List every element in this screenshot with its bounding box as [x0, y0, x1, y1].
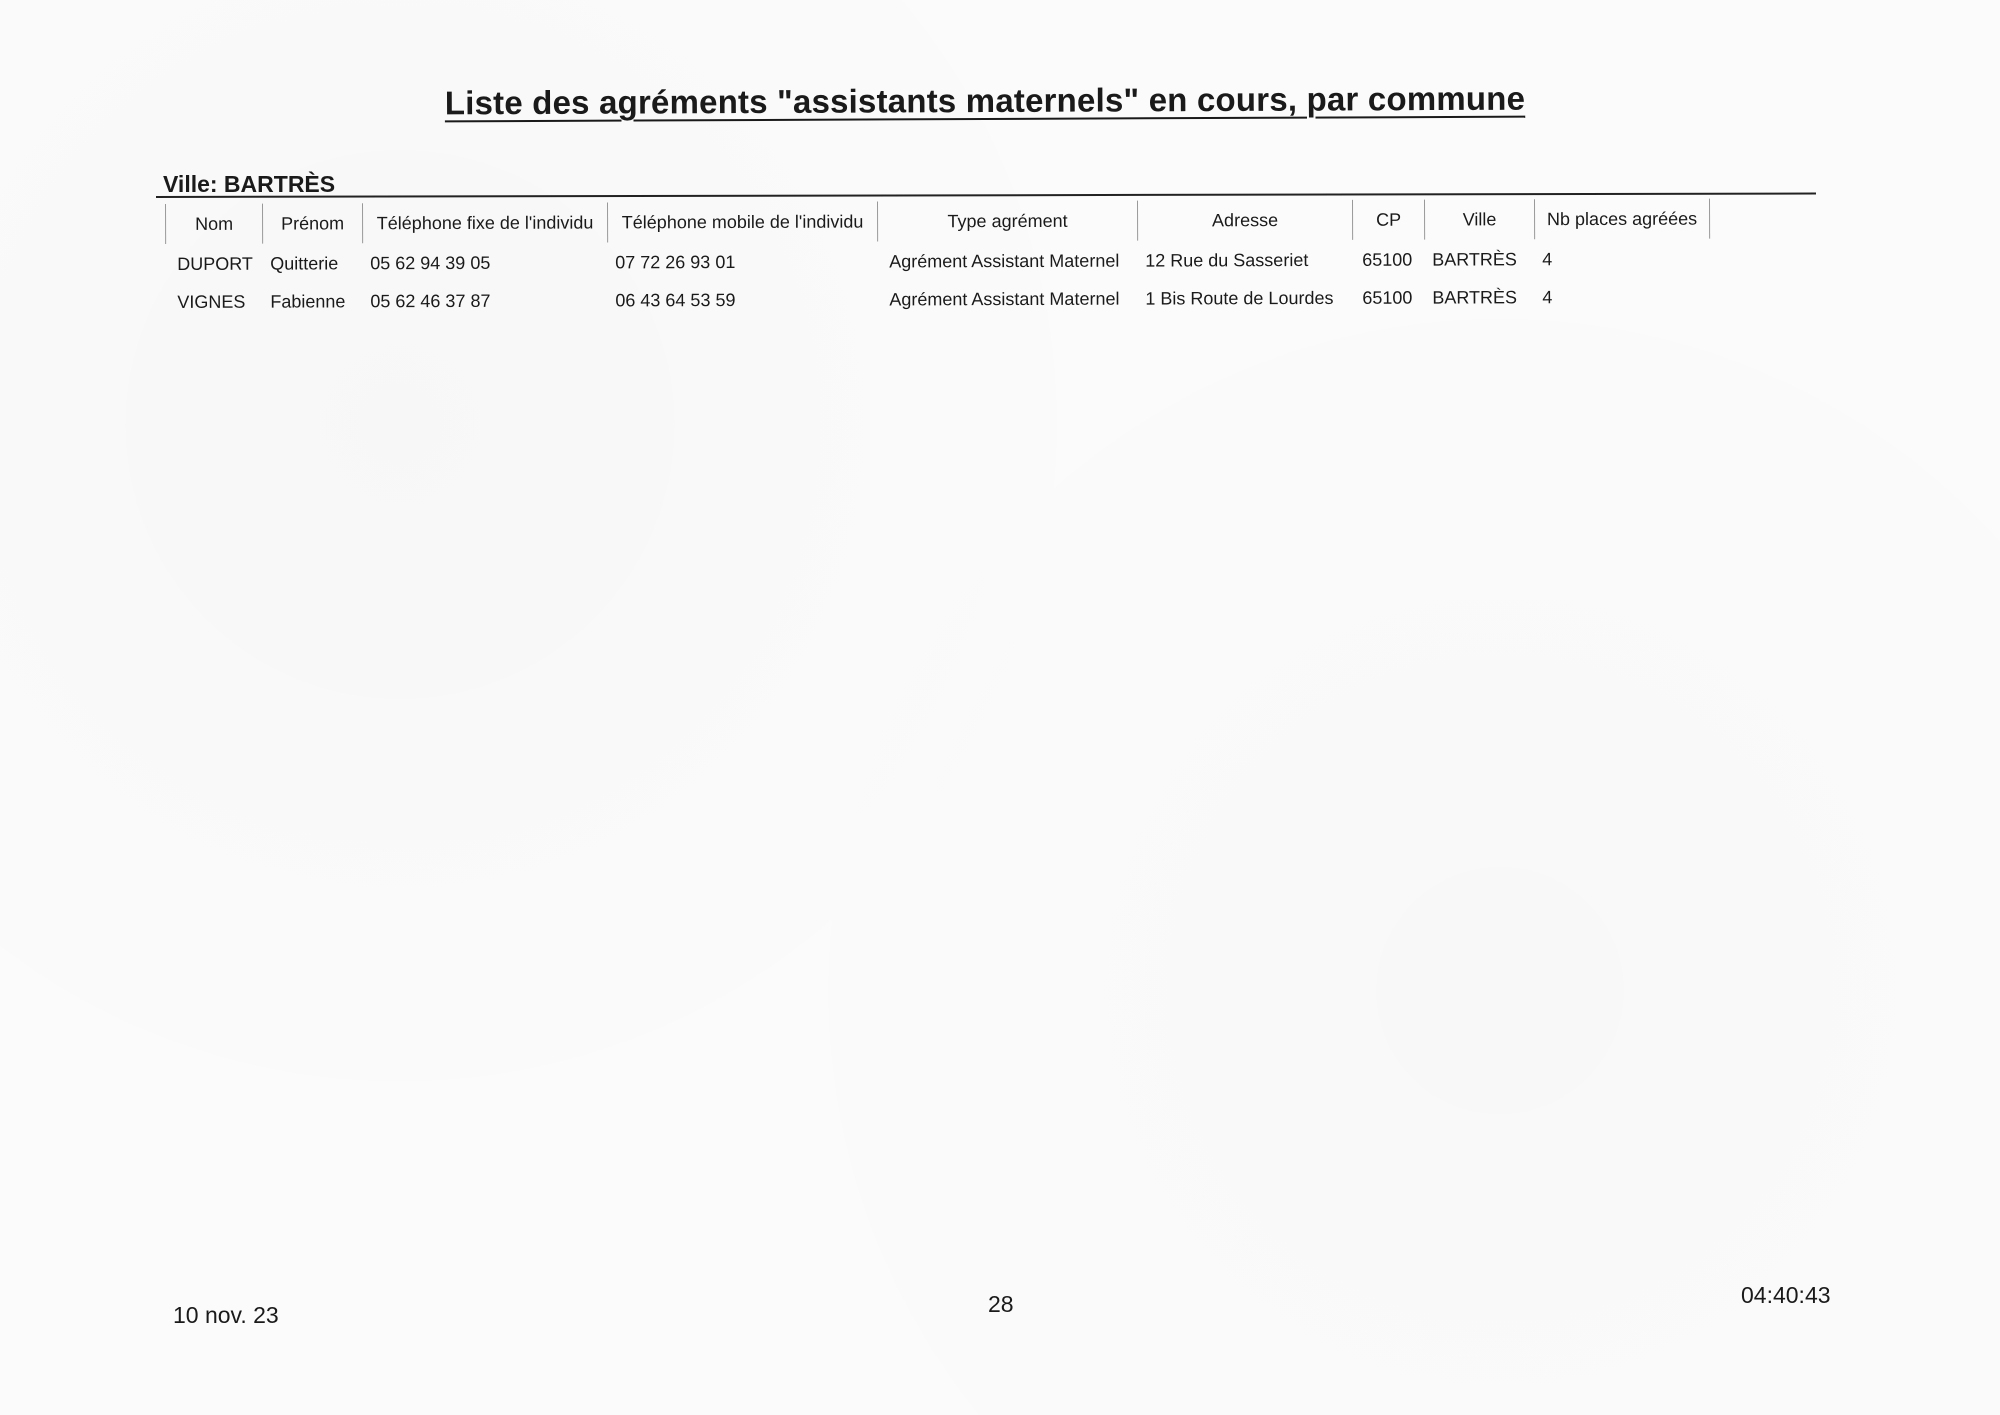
cell-nb-places: 4 — [1542, 286, 1553, 307]
cell-telephone-fixe: 05 62 94 39 05 — [370, 252, 491, 273]
cell-telephone-mobile: 06 43 64 53 59 — [615, 289, 736, 310]
column-header-type-agrement: Type agrément — [877, 201, 1137, 242]
column-header-ville: Ville — [1424, 199, 1534, 239]
column-header-prenom: Prénom — [262, 203, 362, 243]
column-header-telephone-fixe: Téléphone fixe de l'individu — [362, 202, 607, 243]
table-row — [165, 278, 1710, 321]
cell-ville: BARTRÈS — [1432, 286, 1518, 308]
cell-type-agrement: Agrément Assistant Maternel — [889, 250, 1120, 271]
footer-time: 04:40:43 — [1741, 1282, 1831, 1308]
cell-type-agrement: Agrément Assistant Maternel — [889, 288, 1120, 309]
cell-nb-places: 4 — [1542, 248, 1553, 269]
cell-prenom: Fabienne — [270, 290, 346, 312]
cell-telephone-mobile: 07 72 26 93 01 — [615, 251, 736, 272]
cell-telephone-fixe: 05 62 46 37 87 — [370, 290, 491, 311]
cell-ville: BARTRÈS — [1432, 248, 1517, 270]
cell-cp: 65100 — [1362, 249, 1413, 270]
column-header-nb-places: Nb places agréées — [1534, 199, 1710, 240]
approvals-table — [165, 198, 1710, 321]
column-header-adresse: Adresse — [1137, 200, 1352, 241]
cell-nom: DUPORT — [177, 253, 253, 274]
cell-cp: 65100 — [1362, 287, 1413, 308]
footer-page-number: 28 — [988, 1291, 1014, 1317]
page-title: Liste des agréments "assistants maternels" en cours, par commune — [444, 79, 1526, 122]
footer-date: 10 nov. 23 — [173, 1302, 279, 1328]
column-header-cp: CP — [1352, 200, 1424, 240]
table-row — [165, 240, 1710, 283]
column-header-nom: Nom — [165, 204, 262, 244]
city-heading: Ville: BARTRÈS — [163, 171, 336, 197]
cell-prenom: Quitterie — [270, 252, 339, 274]
cell-adresse: 1 Bis Route de Lourdes — [1145, 287, 1334, 309]
cell-adresse: 12 Rue du Sasseriet — [1145, 249, 1309, 271]
cell-nom: VIGNES — [177, 291, 246, 312]
table-header-row — [165, 198, 1710, 245]
column-header-telephone-mobile: Téléphone mobile de l'individu — [607, 202, 877, 243]
